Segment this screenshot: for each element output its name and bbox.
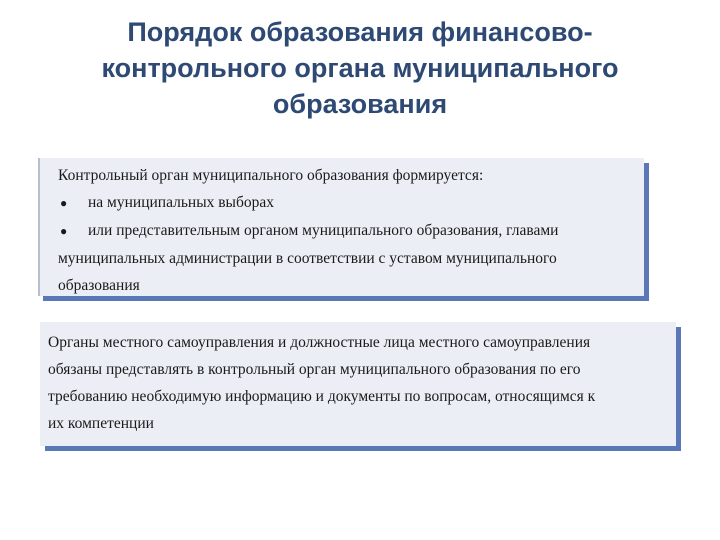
obligations-text-box <box>40 322 676 446</box>
obligations-line-4: их компетенции <box>48 415 154 432</box>
obligations-line-2: обязаны представлять в контрольный орган муниципального образования по его <box>48 361 581 378</box>
obligations-line-3: требованию необходимую информацию и документы по вопросам, относящимся к <box>48 388 596 405</box>
slide-title <box>40 14 680 122</box>
formation-heading: Контрольный орган муниципального образования формируется: <box>58 167 484 184</box>
bullet-text-1: на муниципальных выборах <box>88 194 274 211</box>
title-line-3: образования <box>272 89 448 119</box>
formation-continuation-2: образования <box>58 277 140 294</box>
formation-bullet-1 <box>58 189 638 217</box>
bullet-icon: ● <box>60 224 68 238</box>
bullet-text-2: или представительным органом муниципального образования, главами <box>88 222 559 239</box>
obligations-line-1: Органы местного самоуправления и должностные лица местного самоуправления <box>48 334 591 351</box>
formation-text-box <box>38 158 644 296</box>
formation-continuation-1: муниципальных администрации в соответствии с уставом муниципального <box>58 250 557 267</box>
title-line-2: контрольного органа муниципального <box>101 53 619 83</box>
formation-bullet-2 <box>58 217 638 245</box>
title-line-1: Порядок образования финансово- <box>127 17 593 47</box>
bullet-icon: ● <box>60 196 68 210</box>
